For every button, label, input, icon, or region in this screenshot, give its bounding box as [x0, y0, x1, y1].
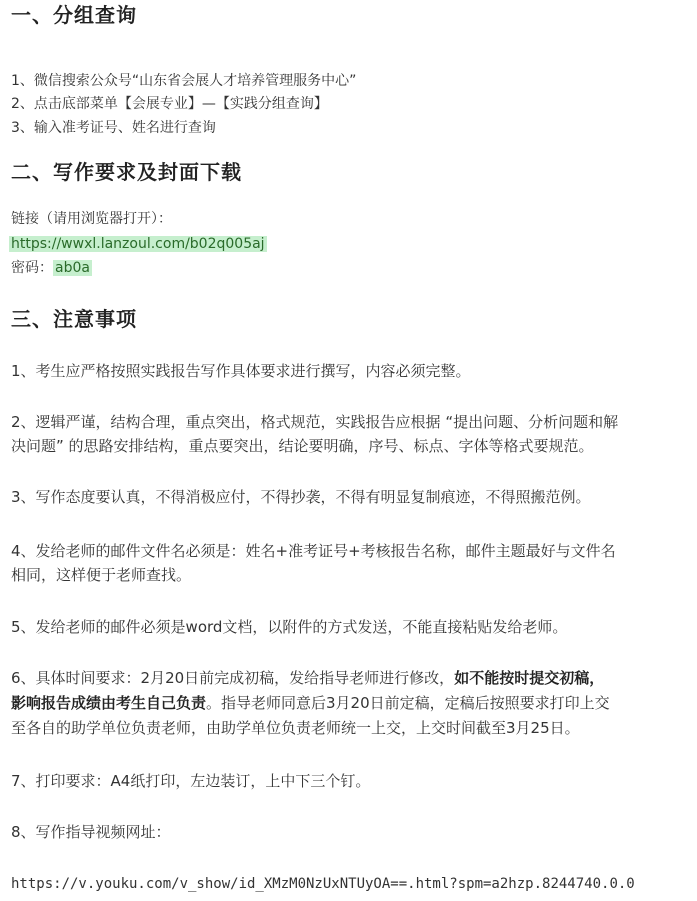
note-6-emphasis-continued: 影响报告成绩由考生自己负责: [11, 694, 207, 712]
step-item-1: 1、微信搜索公众号“山东省会展人才培养管理服务中心”: [11, 73, 357, 89]
section-heading-notes: 三、注意事项: [11, 307, 137, 331]
password-label: 密码：: [11, 260, 53, 276]
step-item-2: 2、点击底部菜单【会展专业】—【实践分组查询】: [11, 96, 328, 112]
note-paragraph-2-line-2: 决问题” 的思路安排结构，重点要突出，结论要明确，序号、标点、字体等格式要规范。: [11, 437, 594, 455]
download-link[interactable]: https://wwxl.lanzoul.com/b02q005aj: [11, 236, 265, 252]
password-row: [11, 256, 92, 280]
note-paragraph-8: 8、写作指导视频网址：: [11, 823, 171, 841]
password-value: ab0a: [55, 260, 90, 276]
link-label: 链接（请用浏览器打开）：: [11, 211, 172, 227]
note-paragraph-1: 1、考生应严格按照实践报告写作具体要求进行撰写，内容必须完整。: [11, 362, 471, 380]
note-paragraph-5: 5、发给老师的邮件必须是word文档，以附件的方式发送，不能直接粘贴发给老师。: [11, 618, 568, 636]
note-paragraph-6-line-2: [11, 691, 610, 715]
note-paragraph-4-line-1: 4、发给老师的邮件文件名必须是：姓名+准考证号+考核报告名称，邮件主题最好与文件名: [11, 542, 616, 560]
note-6-emphasis: 如不能按时提交初稿，: [454, 669, 605, 687]
note-paragraph-4-line-2: 相同，这样便于老师查找。: [11, 566, 192, 584]
note-6-text-continued: 。指导老师同意后3月20日前定稿，定稿后按照要求打印上交: [206, 694, 610, 712]
note-paragraph-2-line-1: 2、逻辑严谨，结构合理，重点突出，格式规范，实践报告应根据 “提出问题、分析问题和解: [11, 413, 619, 431]
video-guide-url[interactable]: https://v.youku.com/v_show/id_XMzM0NzUxNTUyOA==.html?spm=a2hzp.8244740.0.0: [11, 876, 635, 892]
note-paragraph-6-line-1: [11, 666, 604, 690]
note-paragraph-3: 3、写作态度要认真，不得消极应付，不得抄袭，不得有明显复制痕迹，不得照搬范例。: [11, 488, 591, 506]
note-paragraph-6-line-3: 至各自的助学单位负责老师，由助学单位负责老师统一上交，上交时间截至3月25日。: [11, 719, 580, 737]
step-item-3: 3、输入准考证号、姓名进行查询: [11, 120, 216, 136]
section-heading-requirements-download: 二、写作要求及封面下载: [11, 160, 242, 184]
note-6-text: 6、具体时间要求：2月20日前完成初稿，发给指导老师进行修改，: [11, 669, 455, 687]
note-paragraph-7: 7、打印要求：A4纸打印，左边装订，上中下三个钉。: [11, 772, 371, 790]
download-link-row: [9, 232, 267, 256]
section-heading-grouping-query: 一、分组查询: [11, 3, 137, 27]
